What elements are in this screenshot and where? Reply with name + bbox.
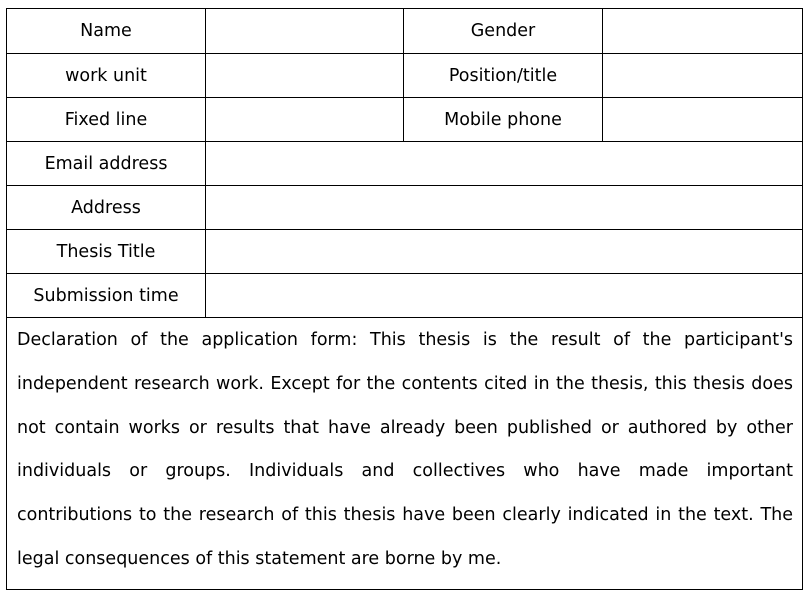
mobile-phone-value[interactable] xyxy=(603,98,803,142)
email-address-value[interactable] xyxy=(206,142,803,186)
address-value[interactable] xyxy=(206,186,803,230)
submission-time-label: Submission time xyxy=(7,274,206,318)
submission-time-value[interactable] xyxy=(206,274,803,318)
mobile-phone-label: Mobile phone xyxy=(404,98,603,142)
table-row-name-gender xyxy=(7,9,803,54)
email-address-label: Email address xyxy=(7,142,206,186)
work-unit-value[interactable] xyxy=(206,54,404,98)
position-title-value[interactable] xyxy=(603,54,803,98)
thesis-title-label: Thesis Title xyxy=(7,230,206,274)
name-value[interactable] xyxy=(206,9,404,54)
gender-label: Gender xyxy=(404,9,603,54)
gender-value[interactable] xyxy=(603,9,803,54)
table-row-work-unit-position xyxy=(7,54,803,98)
declaration-text: Declaration of the application form: This thesis is the result of the participant's independent research work. Except for the contents cited in the thesis, this thesis does not contain works or results that have already been published or authored by other individuals or groups. Individuals and collectives who have made important contributions to the research of this thesis have been clearly indicated in the text. The legal consequences of this statement are borne by me. xyxy=(7,318,803,590)
table-row-declaration xyxy=(7,318,803,590)
fixed-line-label: Fixed line xyxy=(7,98,206,142)
table-row-submission-time xyxy=(7,274,803,318)
name-label: Name xyxy=(7,9,206,54)
position-title-label: Position/title xyxy=(404,54,603,98)
table-row-address xyxy=(7,186,803,230)
application-form-table xyxy=(6,8,803,590)
table-row-email xyxy=(7,142,803,186)
work-unit-label: work unit xyxy=(7,54,206,98)
table-row-thesis-title xyxy=(7,230,803,274)
address-label: Address xyxy=(7,186,206,230)
thesis-title-value[interactable] xyxy=(206,230,803,274)
table-row-phones xyxy=(7,98,803,142)
fixed-line-value[interactable] xyxy=(206,98,404,142)
